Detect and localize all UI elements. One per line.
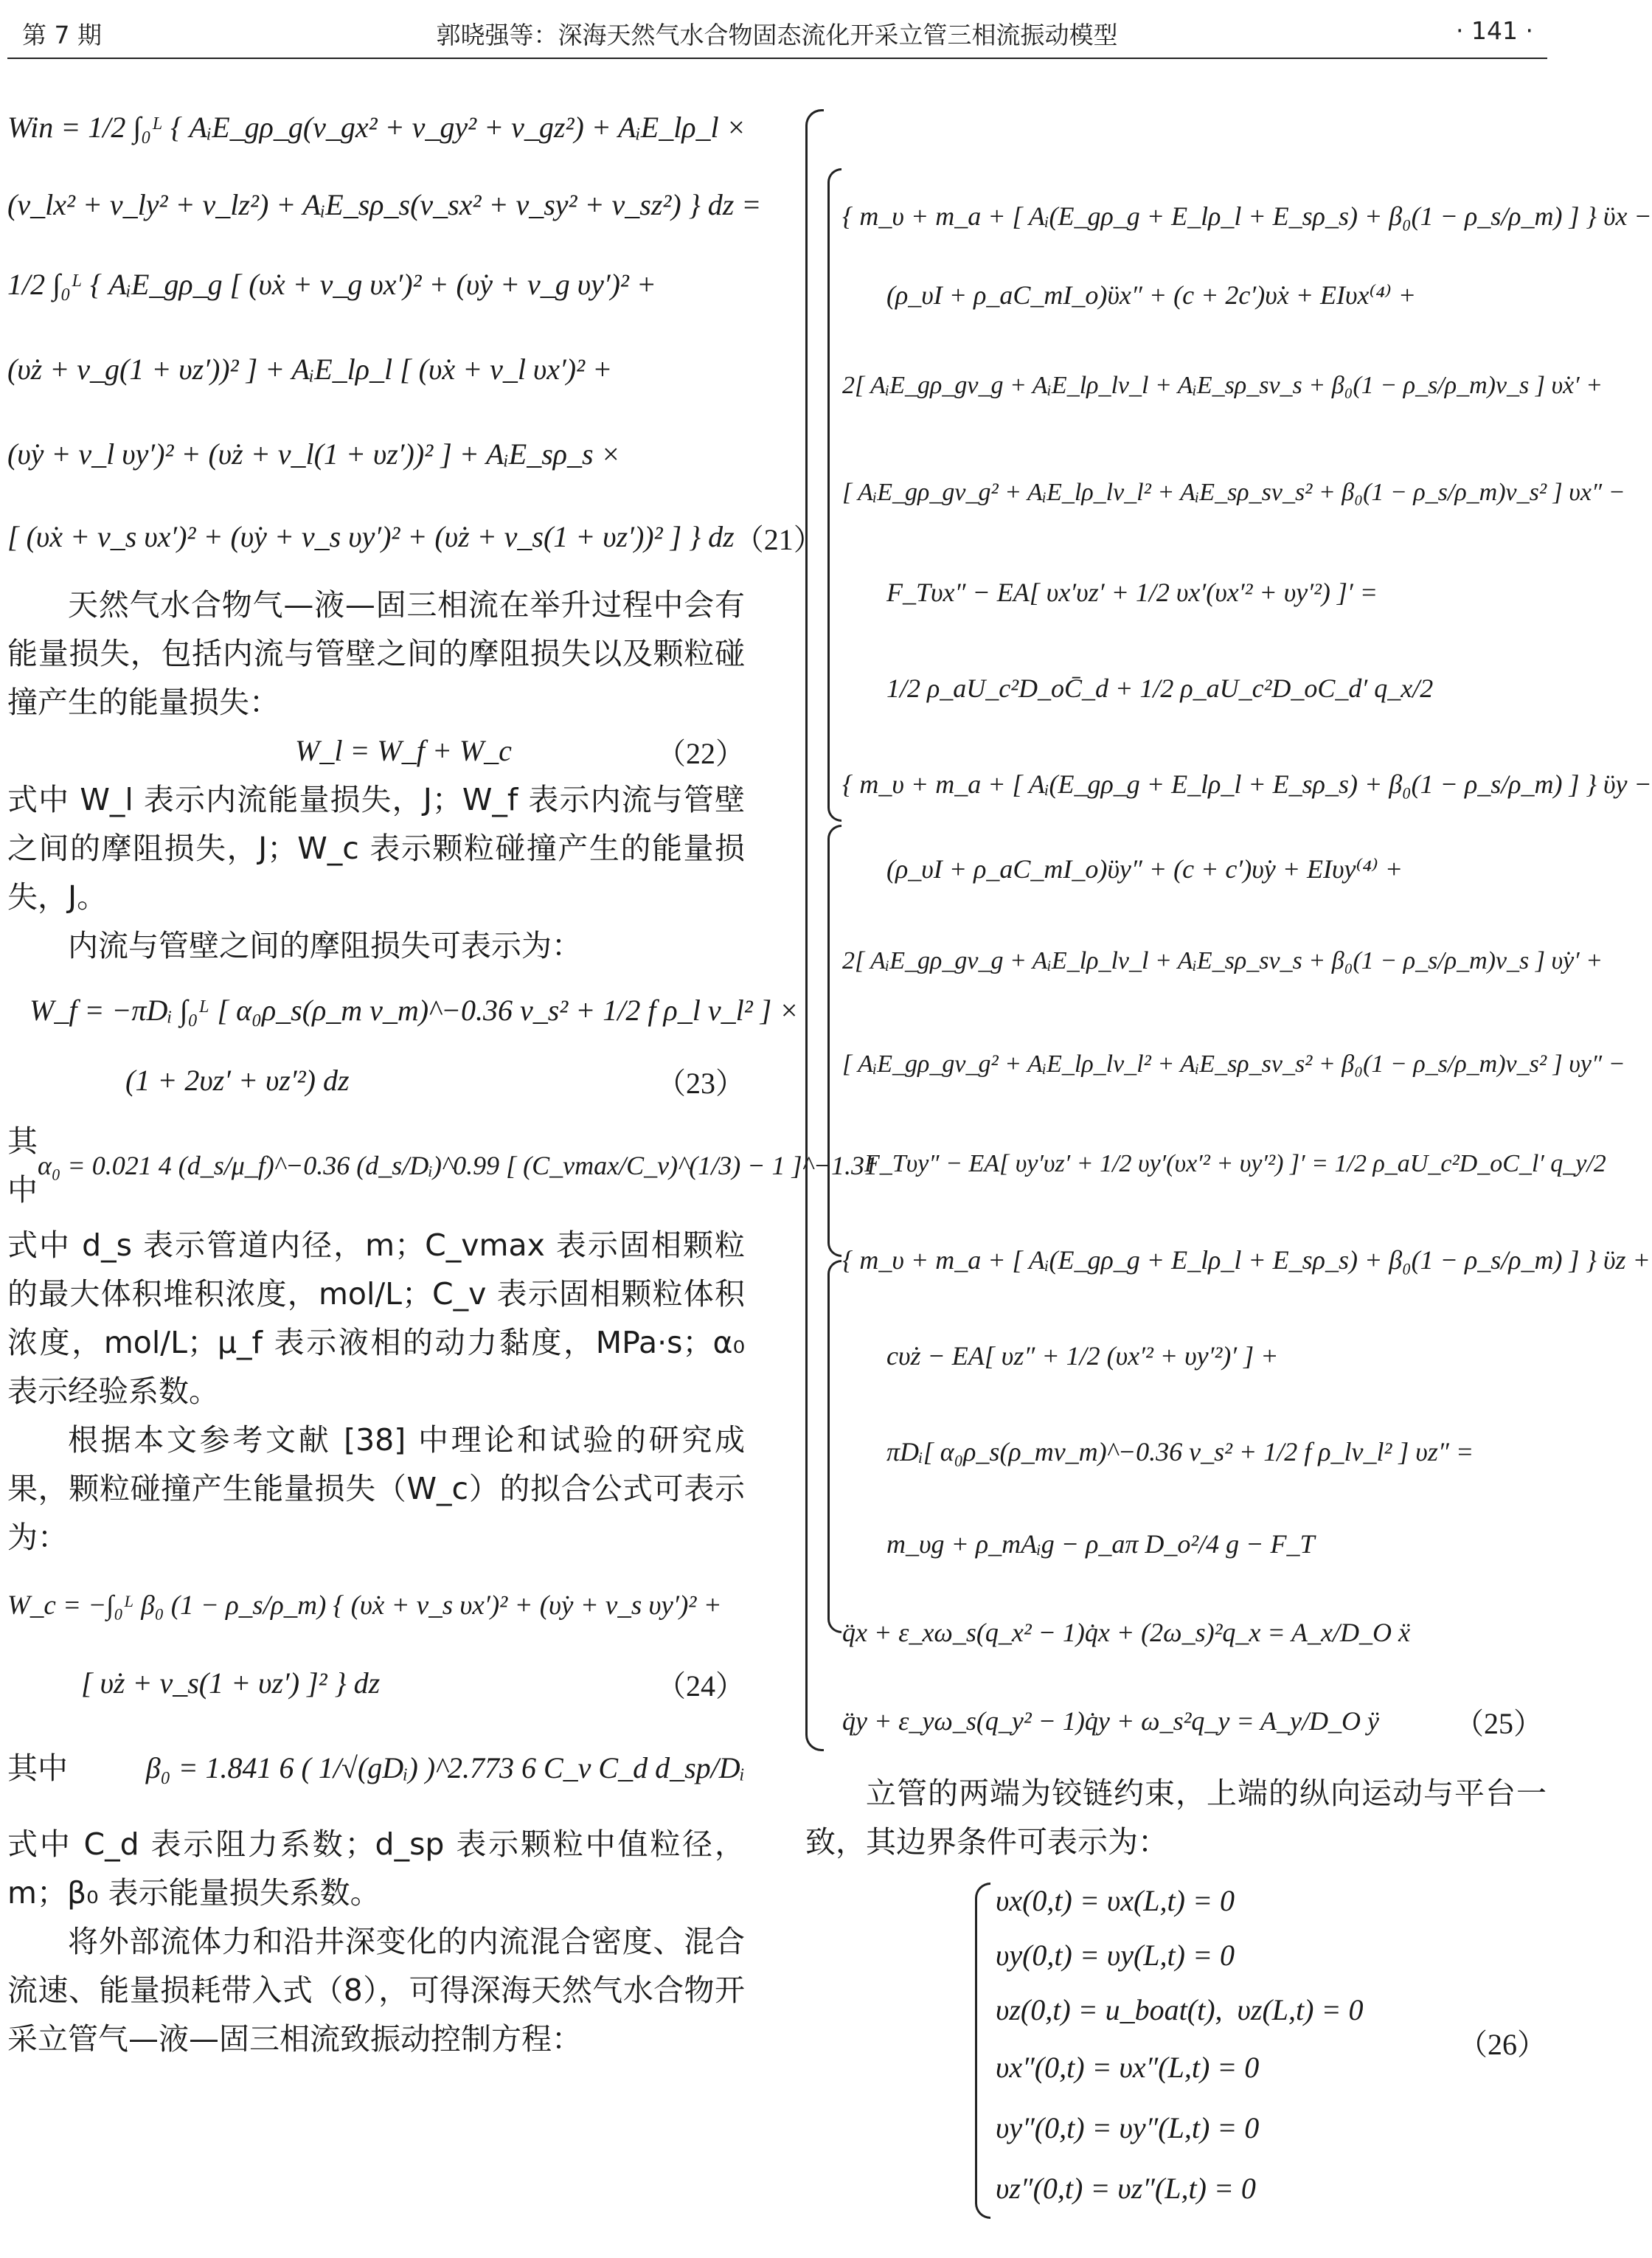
eq25-line: m_υg + ρ_mAᵢg − ρ_aπ D_o²/4 g − F_T (886, 1529, 1315, 1559)
left-column (7, 87, 878, 2063)
eq25-line: (ρ_υI + ρ_aC_mI_o)ϋy″ + (c + c′)υ̇y + EIυy⁽⁴⁾ + (886, 854, 1403, 884)
system-brace (805, 109, 824, 1751)
eq25-line: F_Tυy″ − EA[ υy′υz′ + 1/2 υy′(υx′² + υy′²) ]′ = 1/2 ρ_aU_c²D_oC_l′ q_y/2 (864, 1150, 1606, 1177)
eq25-line: q̈x + ε_xω_s(q_x² − 1)q̇x + (2ω_s)²q_x = A_x/D_O ẍ (842, 1618, 1410, 1647)
equation-number: （26） (1458, 2028, 1547, 2061)
paragraph: 根据本文参考文献 [38] 中理论和试验的研究成果，颗粒碰撞产生能量损失（W_c）的拟合公式可表示为： (7, 1422, 745, 1555)
where-label: 其中 (7, 1123, 38, 1208)
eq24-line: [ υ̇z + v_s(1 + υz′) ]² } dz (81, 1666, 381, 1700)
eq21-line: [ (υ̇x + v_s υx′)² + (υ̇y + v_s υy′)² + (υ̇z + v_s(1 + υz′))² ] } dz (7, 520, 735, 553)
eq21-line: Win = 1/2 ∫₀ᴸ { AᵢE_gρ_g(v_gx² + v_gy² + v_gz²) + AᵢE_lρ_l × (7, 111, 746, 144)
eq25-line: [ AᵢE_gρ_gv_g² + AᵢE_lρ_lv_l² + AᵢE_sρ_sv_s² + β₀(1 − ρ_s/ρ_m)v_s² ] υy″ − (842, 1050, 1625, 1078)
eq25-line: πDᵢ[ α₀ρ_s(ρ_mv_m)^−0.36 v_s² + 1/2 f ρ_lv_l² ] υz″ = (886, 1437, 1474, 1466)
where-label: 其中 (7, 1750, 68, 1786)
equation-number: （23） (656, 1066, 745, 1100)
paragraph: 内流与管壁之间的摩阻损失可表示为： (68, 928, 582, 963)
eq25-line: 2[ AᵢE_gρ_gv_g + AᵢE_lρ_lv_l + AᵢE_sρ_sv_s + β₀(1 − ρ_s/ρ_m)v_s ] υ̇x′ + (842, 372, 1603, 399)
eq25-line: cυ̇z − EA[ υz″ + 1/2 (υx′² + υy′²)′ ] + (886, 1341, 1279, 1371)
equation-24 (7, 1562, 745, 1717)
eq21-line: 1/2 ∫₀ᴸ { AᵢE_gρ_g [ (υ̇x + v_g υx′)² + (υ̇y + v_g υy′)² + (7, 268, 656, 301)
beta-equation: β₀ = 1.841 6 ( 1/√(gDᵢ) )^2.773 6 C_v C_d d_sp/Dᵢ (145, 1751, 745, 1784)
issue-number: 第 7 期 (22, 21, 102, 49)
eq25-line: { m_υ + m_a + [ Aᵢ(E_gρ_g + E_lρ_l + E_sρ_s) + β₀(1 − ρ_s/ρ_m) ] } ϋx − (842, 201, 1652, 231)
right-column (805, 87, 1652, 2220)
equation-23 (7, 970, 799, 1110)
eq26-line: υz″(0,t) = υz″(L,t) = 0 (996, 2172, 1256, 2205)
eq25-line: { m_υ + m_a + [ Aᵢ(E_gρ_g + E_lρ_l + E_sρ_s) + β₀(1 − ρ_s/ρ_m) ] } ϋy − (842, 769, 1652, 799)
paragraph: 式中 d_s 表示管道内径，m；C_vmax 表示固相颗粒的最大体积堆积浓度，mol/L；C_v 表示固相颗粒体积浓度，mol/L；μ_f 表示液相的动力黏度，MPa·s；α₀ 表示经验系数。 (7, 1227, 745, 1409)
eq26-line: υx″(0,t) = υx″(L,t) = 0 (996, 2051, 1260, 2084)
y-equation-brace (827, 825, 841, 1257)
eq25-line: [ AᵢE_gρ_gv_g² + AᵢE_lρ_lv_l² + AᵢE_sρ_sv_s² + β₀(1 − ρ_s/ρ_m)v_s² ] υx″ − (842, 479, 1625, 506)
eq26-line: υx(0,t) = υx(L,t) = 0 (996, 1884, 1235, 1917)
eq25-line: q̈y + ε_yω_s(q_y² − 1)q̇y + ω_s²q_y = A_y/D_O ÿ (842, 1706, 1379, 1736)
x-equation-brace (827, 168, 841, 822)
eq21-line: (v_lx² + v_ly² + v_lz²) + AᵢE_sρ_s(v_sx² + v_sy² + v_sz²) } dz = (7, 188, 762, 221)
equation-22: W_l = W_f + W_c (295, 734, 512, 767)
equation-number: （21） (734, 522, 823, 556)
eq21-line: (υ̇y + v_l υy′)² + (υ̇z + v_l(1 + υz′))² ] + AᵢE_sρ_s × (7, 437, 621, 471)
alpha-equation: α₀ = 0.021 4 (d_s/μ_f)^−0.36 (d_s/Dᵢ)^0.99 [ (C_vmax/C_v)^(1/3) − 1 ]^−1.31 (38, 1151, 878, 1180)
equation-26 (805, 1874, 1547, 2220)
equation-number: （24） (656, 1669, 745, 1703)
eq25-line: { m_υ + m_a + [ Aᵢ(E_gρ_g + E_lρ_l + E_sρ_s) + β₀(1 − ρ_s/ρ_m) ] } ϋz + (842, 1245, 1651, 1275)
eq24-line: W_c = −∫₀ᴸ β₀ (1 − ρ_s/ρ_m) { (υ̇x + v_s υx′)² + (υ̇y + v_s υy′)² + (7, 1590, 722, 1621)
equation-21 (7, 87, 823, 578)
eq23-line: (1 + 2υz′ + υz′²) dz (125, 1064, 350, 1097)
eq25-line: 1/2 ρ_aU_c²D_oC̄_d + 1/2 ρ_aU_c²D_oC_d′ q_x/2 (886, 673, 1434, 703)
eq26-line: υy(0,t) = υy(L,t) = 0 (996, 1939, 1235, 1972)
equation-number: （25） (1454, 1706, 1543, 1740)
paragraph: 将外部流体力和沿井深变化的内流混合密度、混合流速、能量损耗带入式（8），可得深海天然气水合物开采立管气—液—固三相流致振动控制方程： (7, 1924, 745, 2057)
page-number: · 141 · (1456, 16, 1533, 45)
eq25-line: F_Tυx″ − EA[ υx′υz′ + 1/2 υx′(υx′² + υy′²) ]′ = (886, 578, 1378, 607)
eq26-line: υz(0,t) = u_boat(t), υz(L,t) = 0 (996, 1993, 1364, 2026)
eq25-line: 2[ AᵢE_gρ_gv_g + AᵢE_lρ_lv_l + AᵢE_sρ_sv_s + β₀(1 − ρ_s/ρ_m)v_s ] υ̇y′ + (842, 947, 1603, 974)
paragraph: 式中 W_l 表示内流能量损失，J；W_f 表示内流与管壁之间的摩阻损失，J；W_c 表示颗粒碰撞产生的能量损失，J。 (7, 782, 745, 915)
eq25-line: (ρ_υI + ρ_aC_mI_o)ϋx″ + (c + 2c′)υ̇x + EIυx⁽⁴⁾ + (886, 280, 1416, 310)
boundary-brace (975, 1883, 990, 2219)
equation-25 (805, 87, 1652, 1769)
z-equation-brace (827, 1260, 841, 1633)
running-title: 郭晓强等：深海天然气水合物固态流化开采立管三相流振动模型 (436, 21, 1118, 49)
eq26-line: υy″(0,t) = υy″(L,t) = 0 (996, 2111, 1260, 2144)
header-rule (7, 58, 1547, 59)
paragraph: 立管的两端为铰链约束，上端的纵向运动与平台一致，其边界条件可表示为： (805, 1776, 1547, 1860)
eq23-line: W_f = −πDᵢ ∫₀ᴸ [ α₀ρ_s(ρ_m v_m)^−0.36 v_s² + 1/2 f ρ_l v_l² ] × (30, 994, 799, 1027)
paragraph: 天然气水合物气—液—固三相流在举升过程中会有能量损失，包括内流与管壁之间的摩阻损失以及颗粒碰撞产生的能量损失： (7, 587, 745, 720)
paragraph: 式中 C_d 表示阻力系数；d_sp 表示颗粒中值粒径，m；β₀ 表示能量损失系数。 (7, 1826, 745, 1911)
equation-number: （22） (656, 736, 745, 770)
eq21-line: (υ̇z + v_g(1 + υz′))² ] + AᵢE_lρ_l [ (υ̇x + v_l υx′)² + (7, 353, 613, 386)
